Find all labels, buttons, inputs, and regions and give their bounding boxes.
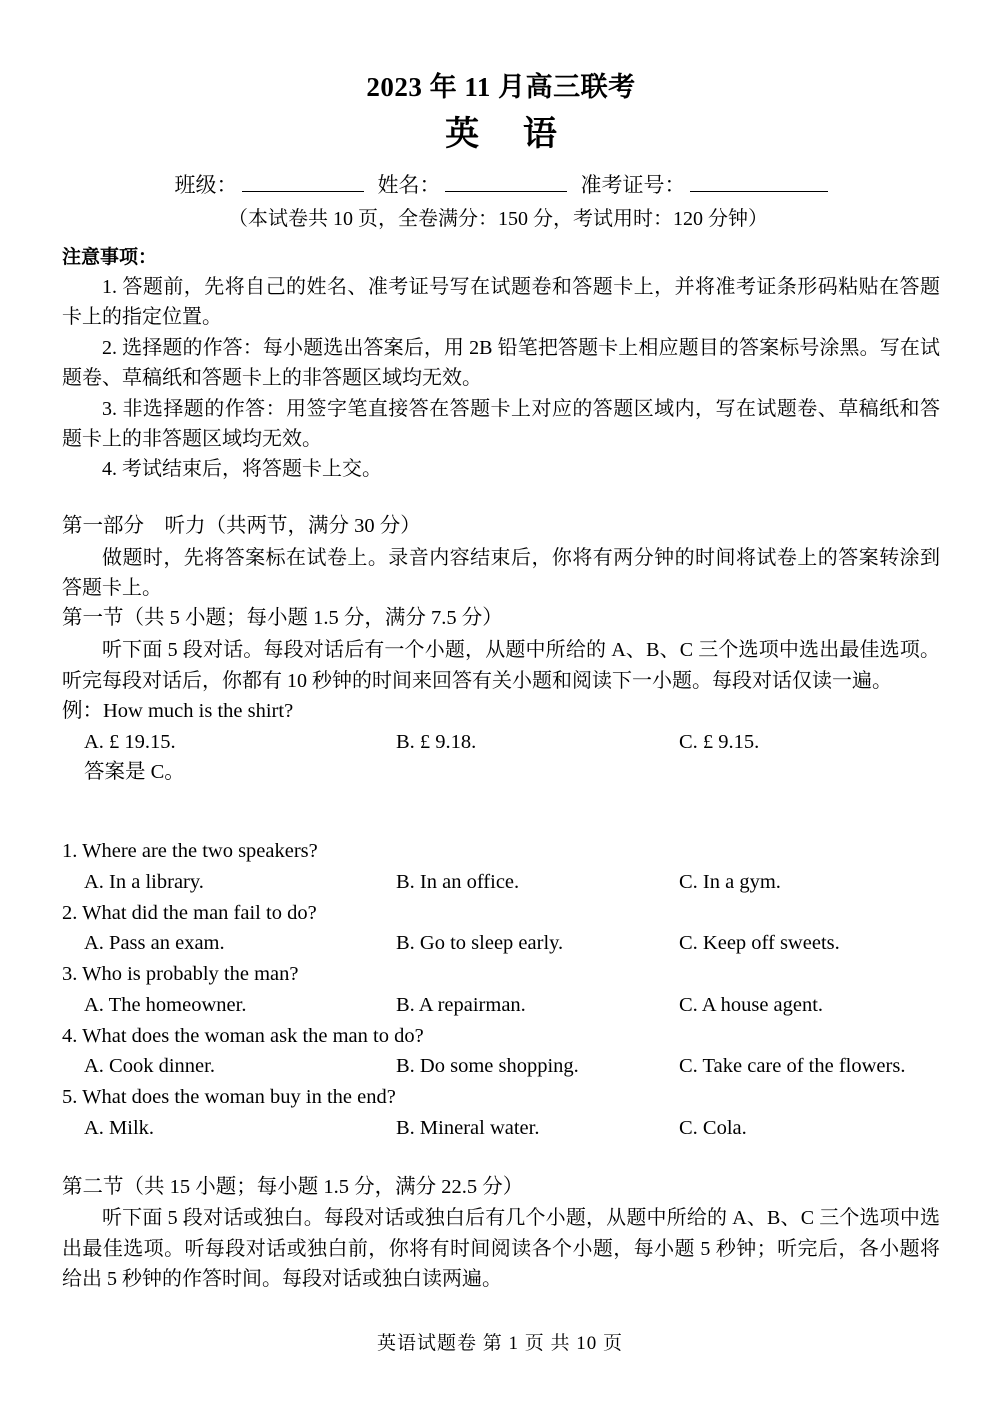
identity-row xyxy=(62,170,940,202)
question-5-option-c[interactable]: C. Cola. xyxy=(679,1116,747,1139)
example-option-c[interactable]: C. £ 9.15. xyxy=(679,730,760,753)
section-two-heading: 第二节（共 15 小题；每小题 1.5 分，满分 22.5 分） xyxy=(62,1175,524,1198)
question-item xyxy=(62,836,940,898)
question-item xyxy=(62,1021,940,1083)
notice-heading: 注意事项： xyxy=(62,245,158,268)
example-options xyxy=(62,727,940,758)
class-field xyxy=(175,170,378,202)
question-5-option-b[interactable]: B. Mineral water. xyxy=(396,1116,540,1139)
question-2-stem: 2. What did the man fail to do? xyxy=(62,901,317,924)
exam-number-field xyxy=(581,170,828,202)
section-one-instruction: 听下面 5 段对话。每段对话后有一个小题，从题中所给的 A、B、C 三个选项中选出最佳选项。听完每段对话后，你都有 10 秒钟的时间来回答有关小题和阅读下一小题。每段对话仅读一遍。 xyxy=(62,639,940,692)
question-5-option-a[interactable]: A. Milk. xyxy=(84,1116,155,1139)
class-label: 班级： xyxy=(174,173,238,198)
question-4-option-a[interactable]: A. Cook dinner. xyxy=(84,1055,215,1078)
question-2-option-a[interactable]: A. Pass an exam. xyxy=(84,932,225,955)
question-2-option-b[interactable]: B. Go to sleep early. xyxy=(396,932,564,955)
question-3-option-a[interactable]: A. The homeowner. xyxy=(84,993,247,1016)
question-4-option-b[interactable]: B. Do some shopping. xyxy=(396,1055,579,1078)
question-4-options xyxy=(62,1051,940,1082)
section-two-block xyxy=(62,1172,940,1295)
question-4-stem: 4. What does the woman ask the man to do? xyxy=(62,1024,424,1047)
part-one-block xyxy=(62,511,940,1144)
question-2-option-c[interactable]: C. Keep off sweets. xyxy=(679,932,840,955)
part-one-intro: 做题时，先将答案标在试卷上。录音内容结束后，你将有两分钟的时间将试卷上的答案转涂到答题卡上。 xyxy=(62,546,940,599)
notice-item-3: 3. 非选择题的作答：用签字笔直接答在答题卡上对应的答题区域内，写在试题卷、草稿纸和答题卡上的非答题区域均无效。 xyxy=(62,397,940,451)
question-4-option-c[interactable]: C. Take care of the flowers. xyxy=(679,1055,906,1078)
section-two-instruction: 听下面 5 段对话或独白。每段对话或独白后有几个小题，从题中所给的 A、B、C 三个选项中选出最佳选项。听每段对话或独白前，你将有时间阅读各个小题，每小题 5 秒钟；听完后，各小题将给出 5 秒钟的作答时间。每段对话或独白读两遍。 xyxy=(62,1207,940,1291)
question-5-stem: 5. What does the woman buy in the end? xyxy=(62,1086,396,1109)
notice-item-4: 4. 考试结束后，将答题卡上交。 xyxy=(102,458,382,481)
question-1-option-b[interactable]: B. In an office. xyxy=(396,870,520,893)
exam-number-label: 准考证号： xyxy=(580,173,686,198)
question-item xyxy=(62,1082,940,1144)
question-item xyxy=(62,959,940,1021)
notice-item-1: 1. 答题前，先将自己的姓名、准考证号写在试题卷和答题卡上，并将准考证条形码粘贴在答题卡上的指定位置。 xyxy=(62,276,940,329)
question-3-option-c[interactable]: C. A house agent. xyxy=(679,993,824,1016)
subject-title: 英 语 xyxy=(445,114,573,155)
exam-number-blank-line[interactable] xyxy=(690,171,828,192)
question-3-options xyxy=(62,990,940,1021)
exam-meta: （本试卷共 10 页，全卷满分：150 分，考试用时：120 分钟） xyxy=(228,207,768,230)
question-item xyxy=(62,898,940,960)
page-content xyxy=(62,70,940,1295)
page-footer: 英语试题卷 第 1 页 共 10 页 xyxy=(376,1333,623,1354)
question-1-options xyxy=(62,867,940,898)
class-blank-line[interactable] xyxy=(242,171,364,192)
name-label: 姓名： xyxy=(377,173,441,198)
example-answer: 答案是 C。 xyxy=(84,761,185,784)
section-one-heading: 第一节（共 5 小题；每小题 1.5 分，满分 7.5 分） xyxy=(62,607,503,630)
part-one-heading: 第一部分 听力（共两节，满分 30 分） xyxy=(62,514,421,537)
example-option-a[interactable]: A. £ 19.15. xyxy=(84,730,176,753)
notice-item-2: 2. 选择题的作答：每小题选出答案后，用 2B 铅笔把答题卡上相应题目的答案标号涂黑。写在试题卷、草稿纸和答题卡上的非答题区域均无效。 xyxy=(62,336,940,390)
question-1-stem: 1. Where are the two speakers? xyxy=(62,840,318,863)
question-5-options xyxy=(62,1113,940,1144)
question-2-options xyxy=(62,928,940,959)
question-3-stem: 3. Who is probably the man? xyxy=(62,963,299,986)
example-option-b[interactable]: B. £ 9.18. xyxy=(396,730,477,753)
question-1-option-a[interactable]: A. In a library. xyxy=(84,870,204,893)
question-1-option-c[interactable]: C. In a gym. xyxy=(679,870,781,893)
example-prompt: 例：How much is the shirt? xyxy=(62,699,294,722)
name-field xyxy=(378,170,581,202)
question-3-option-b[interactable]: B. A repairman. xyxy=(396,993,526,1016)
exam-title: 2023 年 11 月高三联考 xyxy=(366,72,636,102)
question-block-spacer xyxy=(62,788,940,836)
name-blank-line[interactable] xyxy=(445,171,567,192)
